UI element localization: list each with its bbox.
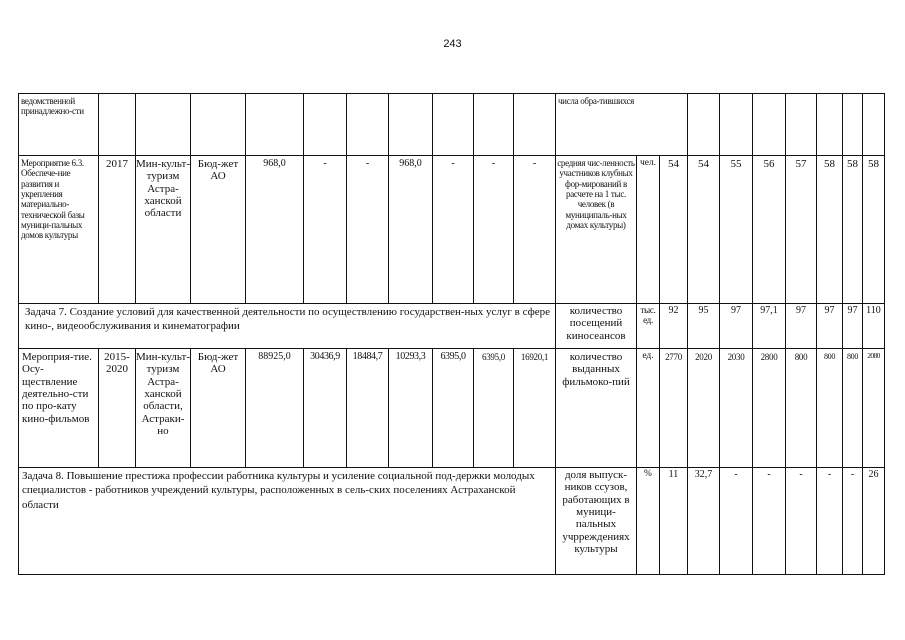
task8-value: - bbox=[799, 469, 803, 480]
task7-indicator: количество посещений киносеансов bbox=[566, 305, 626, 342]
task8-value: - bbox=[850, 469, 855, 480]
row1-y2015: - bbox=[323, 158, 327, 169]
task7-unit: тыс. ед. bbox=[640, 305, 656, 326]
row1-value: 58 bbox=[847, 158, 858, 170]
task8-value: - bbox=[827, 469, 832, 480]
row-divider bbox=[19, 155, 884, 156]
task8-value: 11 bbox=[668, 469, 679, 480]
program-table bbox=[18, 93, 885, 575]
row0-indicator: числа обра-тившихся bbox=[557, 96, 635, 106]
row1-year: 2017 bbox=[106, 158, 128, 170]
task7-value: 97 bbox=[824, 305, 835, 316]
task7-value: 95 bbox=[698, 305, 709, 316]
row2-value: 800 bbox=[823, 352, 836, 361]
task8-value: 26 bbox=[868, 469, 879, 480]
row1-value: 58 bbox=[868, 158, 879, 170]
task7-value: 110 bbox=[866, 305, 881, 316]
task7-value: 97 bbox=[796, 305, 806, 316]
row2-value: 2770 bbox=[665, 352, 682, 362]
row1-value: 56 bbox=[763, 158, 775, 170]
row1-unit: чел. bbox=[639, 158, 657, 168]
row2-y2015: 30436,9 bbox=[310, 351, 340, 362]
row2-y2019: 6395,0 bbox=[482, 352, 505, 362]
task7-value: 97,1 bbox=[760, 305, 778, 316]
task8-unit: % bbox=[644, 469, 652, 479]
row1-value: 55 bbox=[730, 158, 742, 170]
row2-indicator: количество выданных фильмоко-пий bbox=[562, 351, 630, 388]
row2-y2018: 6395,0 bbox=[440, 351, 466, 362]
row1-y2020: - bbox=[532, 158, 537, 169]
row2-value: 2080 bbox=[867, 352, 880, 360]
task7-value: 92 bbox=[668, 305, 679, 316]
row1-name: Мероприятие 6.3. Обеспече-ние развития и укрепления материально-технической базы муници-пальных домов культуры bbox=[21, 158, 85, 241]
task8-text: Задача 8. Повышение престижа профессии работника культуры и усиление социальной под-держки молодых специалистов - работников учреждений культуры, расположенных в сель-ских поселениях Астраханской области bbox=[22, 470, 535, 511]
row2-y2020: 16920,1 bbox=[520, 352, 549, 362]
row1-executor: Мин-культ-туризм Астра-ханской области bbox=[136, 158, 190, 220]
row2-value: 800 bbox=[794, 352, 808, 362]
row1-total: 968,0 bbox=[263, 158, 286, 169]
row1-value: 57 bbox=[795, 158, 807, 170]
row-divider bbox=[19, 303, 884, 304]
row2-value: 2800 bbox=[760, 352, 778, 362]
row-divider bbox=[19, 348, 884, 349]
row2-name: Мероприя-тие. Осу-ществление деятельно-сти по про-кату кино-фильмов bbox=[22, 351, 92, 425]
row2-value: 2030 bbox=[727, 352, 745, 362]
row2-year: 2015-2020 bbox=[104, 351, 130, 376]
task7-text: Задача 7. Создание условий для качественной деятельности по осуществлению государствен-ных услуг в сфере кино-, видеообслуживания и кинематографии bbox=[25, 306, 551, 333]
task8-value: 32,7 bbox=[694, 469, 713, 480]
row2-executor: Мин-культ-туризм Астра-ханской области, Астраки-но bbox=[136, 351, 190, 437]
row2-unit: ед. bbox=[642, 351, 654, 361]
row2-value: 800 bbox=[846, 352, 859, 361]
row1-source: Бюд-жет АО bbox=[197, 158, 239, 183]
row2-source: Бюд-жет АО bbox=[197, 351, 239, 376]
task8-indicator: доля выпуск-ников ссузов, работающих в муници-пальных учрреждениях культуры bbox=[562, 469, 630, 555]
row0-name: ведомственной принадлежно-сти bbox=[21, 96, 84, 117]
task7-value: 97 bbox=[847, 305, 858, 316]
row1-y2018: - bbox=[451, 158, 455, 169]
row1-value: 54 bbox=[668, 158, 679, 170]
page-number: 243 bbox=[443, 38, 462, 50]
row1-y2019: - bbox=[491, 158, 496, 169]
row1-y2016: - bbox=[365, 158, 370, 169]
row2-y2017: 10293,3 bbox=[395, 351, 426, 362]
row2-y2016: 18484,7 bbox=[352, 351, 383, 362]
row2-total: 88925,0 bbox=[258, 351, 291, 362]
row1-value: 58 bbox=[824, 158, 835, 170]
row1-value: 54 bbox=[698, 158, 709, 170]
task7-value: 97 bbox=[731, 305, 741, 316]
row2-value: 2020 bbox=[695, 352, 712, 362]
row-divider bbox=[19, 467, 884, 468]
row1-indicator: средняя чис-ленность участников клубных фор-мирований в расчете на 1 тыс. человек (в муниципаль-ных домах культуры) bbox=[557, 158, 635, 231]
row1-y2017: 968,0 bbox=[399, 158, 422, 169]
task8-value: - bbox=[734, 469, 738, 480]
task8-value: - bbox=[767, 469, 771, 480]
